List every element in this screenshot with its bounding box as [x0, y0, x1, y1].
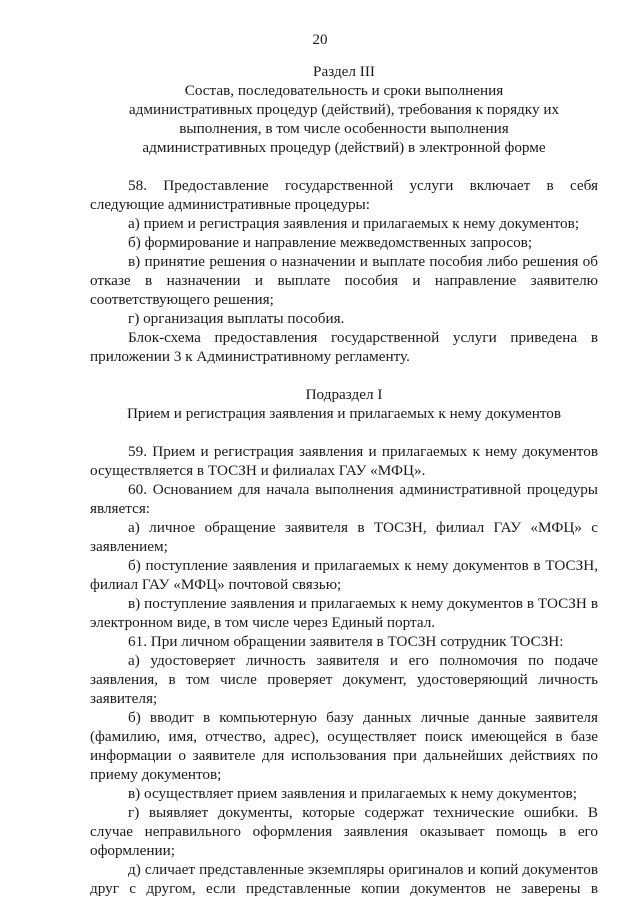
section-subtitle-line: выполнения, в том числе особенности выполнения: [179, 120, 509, 137]
paragraph: в) осуществляет прием заявления и прилагаемых к нему документов;: [128, 785, 577, 802]
subsection-subtitle: Прием и регистрация заявления и прилагаемых к нему документов: [126, 405, 562, 422]
paragraph: в) поступление заявления и прилагаемых к нему документов в ТОСЗН в электронном виде, в том числе через Единый портал.: [90, 595, 598, 631]
section-subtitle: [90, 81, 598, 157]
paragraph: 60. Основанием для начала выполнения административной процедуры является:: [90, 481, 598, 517]
section-subtitle-line: административных процедур (действий) в электронной форме: [142, 139, 546, 156]
paragraph: б) поступление заявления и прилагаемых к нему документов в ТОСЗН, филиал ГАУ «МФЦ» почтовой связью;: [90, 557, 598, 593]
paragraph: д) сличает представленные экземпляры оригиналов и копий документов друг с другом, если представленные копии документов не заверены в: [90, 861, 598, 897]
paragraph: а) удостоверяет личность заявителя и его полномочия по подаче заявления, в том числе проверяет документ, удостоверяющий личность заявителя;: [90, 652, 598, 707]
paragraph: Блок-схема предоставления государственной услуги приведена в приложении 3 к Административному регламенту.: [90, 329, 598, 365]
section-subtitle-line: административных процедур (действий), требования к порядку их: [128, 101, 560, 118]
paragraph: 58. Предоставление государственной услуги включает в себя следующие административные процедуры:: [90, 177, 598, 213]
paragraph: а) личное обращение заявителя в ТОСЗН, филиал ГАУ «МФЦ» с заявлением;: [90, 519, 598, 555]
paragraph: 61. При личном обращении заявителя в ТОСЗН сотрудник ТОСЗН:: [128, 633, 564, 650]
paragraph: г) организация выплаты пособия.: [128, 310, 345, 327]
paragraph: б) формирование и направление межведомственных запросов;: [128, 234, 533, 251]
subsection-title: Подраздел I: [305, 386, 383, 403]
paragraph: г) выявляет документы, которые содержат технические ошибки. В случае неправильного оформления заявления оказывает помощь в его оформлении;: [90, 804, 598, 859]
paragraph: 59. Прием и регистрация заявления и прилагаемых к нему документов осуществляется в ТОСЗН и филиалах ГАУ «МФЦ».: [90, 443, 598, 479]
section-title: Раздел III: [313, 63, 375, 80]
section-subtitle-line: Состав, последовательность и сроки выполнения: [184, 82, 504, 99]
page-content: [90, 62, 598, 898]
page-number: 20: [312, 32, 328, 48]
paragraph: б) вводит в компьютерную базу данных личные данные заявителя (фамилию, имя, отчество, адрес), осуществляет поиск имеющейся в базе информации о заявителе для использования при дальнейших действиях по приему документов;: [90, 709, 598, 783]
paragraph: в) принятие решения о назначении и выплате пособия либо решения об отказе в назначении и выплате пособия и направление заявителю соответствующего решения;: [90, 253, 598, 308]
paragraph: а) прием и регистрация заявления и прилагаемых к нему документов;: [128, 215, 580, 232]
